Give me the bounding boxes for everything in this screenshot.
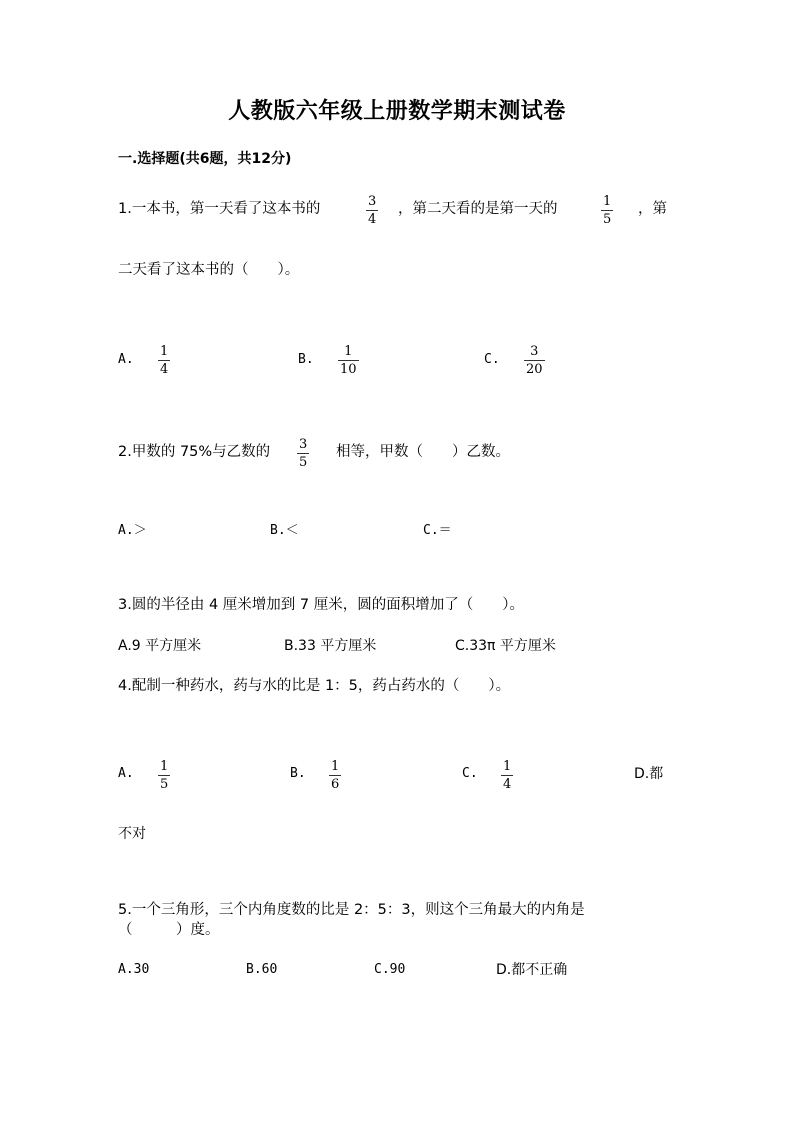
q4-option-b-fraction <box>329 759 341 792</box>
fraction-bar <box>501 775 513 776</box>
fraction-numerator: 1 <box>603 194 612 209</box>
q4-option-b-label: B. <box>290 766 306 781</box>
fraction-denominator: 20 <box>526 362 543 377</box>
q1-option-a-fraction <box>158 344 170 377</box>
q4-option-c-label: C. <box>462 766 478 781</box>
q1-text-part1: 1.一本书，第一天看了这本书的 <box>118 201 321 217</box>
q5-option-b: B.60 <box>246 962 278 977</box>
page-title: 人教版六年级上册数学期末测试卷 <box>228 98 566 124</box>
fraction-denominator: 10 <box>340 362 357 377</box>
fraction-bar <box>158 360 170 361</box>
q3-text: 3.圆的半径由 4 厘米增加到 7 厘米，圆的面积增加了（ ）。 <box>118 597 524 613</box>
q4-option-c-fraction <box>501 759 513 792</box>
section-heading: 一.选择题(共6题，共12分) <box>118 151 292 167</box>
q4-option-a-label: A. <box>118 766 134 781</box>
q1-option-a-label: A. <box>118 352 134 367</box>
fraction-denominator: 5 <box>299 455 308 470</box>
q1-text-part2: ，第二天看的是第一天的 <box>398 201 558 217</box>
q2-option-a: A.＞ <box>118 523 147 538</box>
q4-option-d-part2: 不对 <box>118 826 146 842</box>
fraction-denominator: 5 <box>603 212 612 227</box>
fraction-bar <box>601 210 613 211</box>
fraction-numerator: 3 <box>368 194 377 209</box>
fraction-numerator: 1 <box>503 759 512 774</box>
fraction-bar <box>158 775 170 776</box>
q2-text-part1: 2.甲数的 75%与乙数的 <box>118 444 271 460</box>
fraction-bar <box>297 453 309 454</box>
q4-option-d-part1: D.都 <box>634 766 664 782</box>
q2-option-b: B.＜ <box>270 523 299 538</box>
q2-option-c: C.＝ <box>423 523 452 538</box>
q2-fraction <box>297 437 309 470</box>
q1-text-line2: 二天看了这本书的（ ）。 <box>118 262 300 278</box>
q3-option-a: A.9 平方厘米 <box>118 638 202 654</box>
q2-text-part2: 相等，甲数（ ）乙数。 <box>336 444 510 460</box>
fraction-denominator: 6 <box>331 777 340 792</box>
q5-option-c: C.90 <box>374 962 406 977</box>
fraction-numerator: 1 <box>160 759 169 774</box>
fraction-numerator: 1 <box>331 759 340 774</box>
q5-text-line2: （ ）度。 <box>118 922 220 938</box>
fraction-bar <box>338 360 359 361</box>
q3-option-b: B.33 平方厘米 <box>284 638 377 654</box>
fraction-numerator: 1 <box>160 344 169 359</box>
q1-fraction-2 <box>601 194 613 227</box>
q1-option-b-label: B. <box>298 352 314 367</box>
fraction-denominator: 4 <box>160 362 169 377</box>
q1-text-part3: ，第 <box>638 201 667 217</box>
fraction-numerator: 3 <box>530 344 539 359</box>
q1-option-c-fraction <box>524 344 545 377</box>
fraction-bar <box>366 210 378 211</box>
q1-fraction-1 <box>366 194 378 227</box>
q5-option-d: D.都不正确 <box>496 962 568 978</box>
q5-text-line1: 5.一个三角形，三个内角度数的比是 2：5：3，则这个三角最大的内角是 <box>118 902 585 918</box>
q4-option-a-fraction <box>158 759 170 792</box>
q4-text: 4.配制一种药水，药与水的比是 1：5，药占药水的（ ）。 <box>118 678 511 694</box>
q1-option-c-label: C. <box>484 352 500 367</box>
fraction-denominator: 4 <box>368 212 377 227</box>
fraction-denominator: 4 <box>503 777 512 792</box>
q1-option-b-fraction <box>338 344 359 377</box>
fraction-denominator: 5 <box>160 777 169 792</box>
fraction-bar <box>524 360 545 361</box>
fraction-numerator: 3 <box>299 437 308 452</box>
fraction-bar <box>329 775 341 776</box>
q3-option-c: C.33π 平方厘米 <box>455 638 556 654</box>
q5-option-a: A.30 <box>118 962 150 977</box>
fraction-numerator: 1 <box>344 344 353 359</box>
